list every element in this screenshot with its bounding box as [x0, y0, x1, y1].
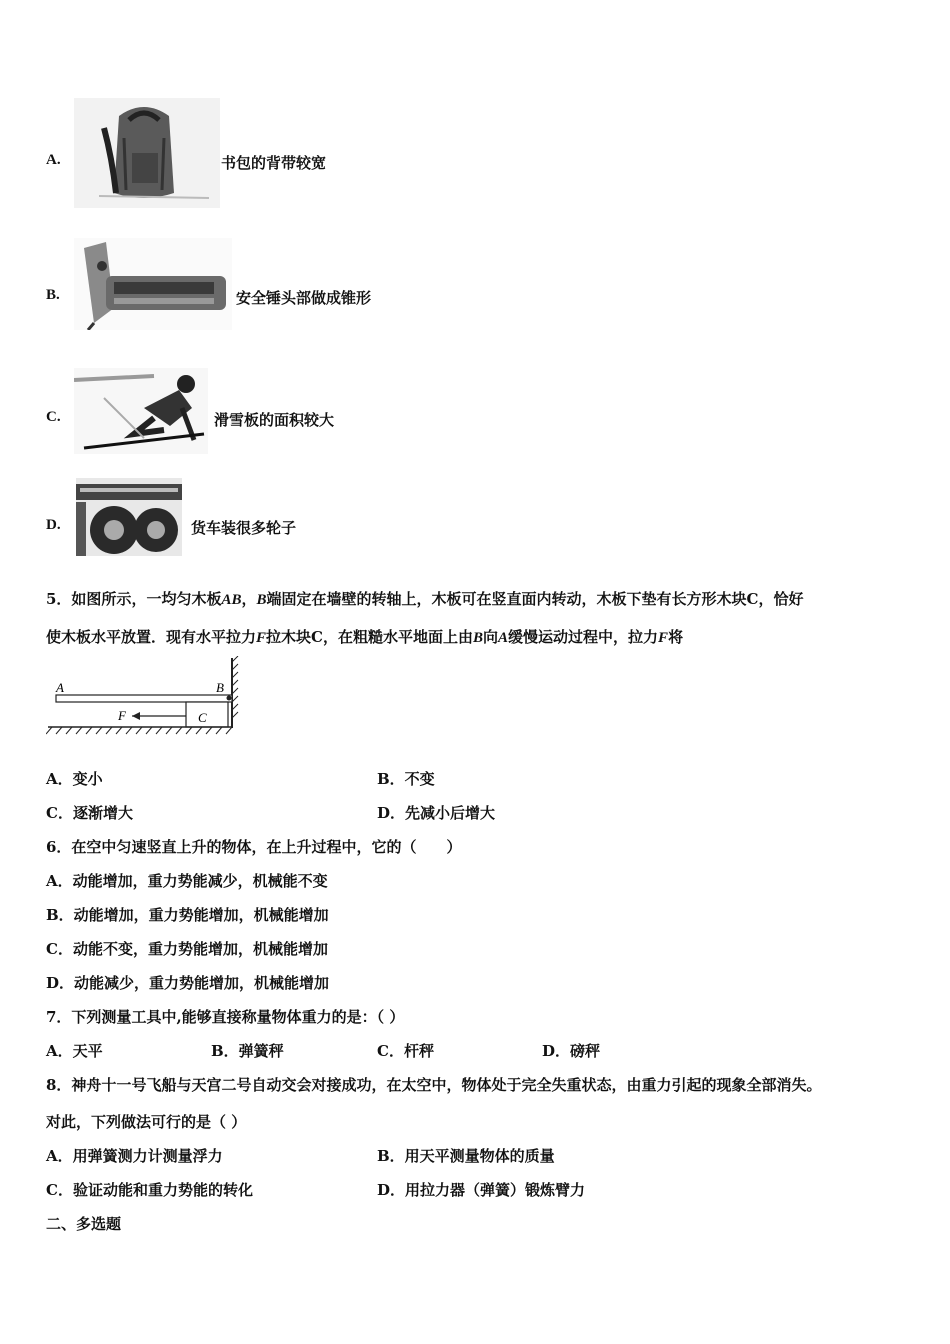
section-title: 二、多选题	[46, 1215, 122, 1233]
option-letter: A.	[46, 152, 61, 168]
q5-stem-line2: 使木板水平放置．现有水平拉力F拉木块C，在粗糙水平地面上由B向A缓慢运动过程中，拉力F将	[46, 628, 684, 646]
q5-option-d: D．先减小后增大	[377, 804, 496, 822]
option-text: 滑雪板的面积较大	[214, 411, 335, 429]
skier-image	[74, 368, 208, 454]
q6-stem: 6．在空中匀速竖直上升的物体，在上升过程中，它的（ ）	[46, 838, 462, 856]
q8-stem-line2: 对此，下列做法可行的是（ ）	[46, 1113, 247, 1131]
backpack-image	[74, 98, 220, 208]
diagram-label-a: A	[56, 680, 64, 695]
truck-wheels-image	[76, 478, 182, 556]
q7-option-d: D．磅秤	[542, 1042, 601, 1060]
option-text: 书包的背带较宽	[221, 154, 327, 172]
q6-option-b: B．动能增加，重力势能增加，机械能增加	[46, 906, 329, 924]
q6-option-c: C．动能不变，重力势能增加，机械能增加	[46, 940, 328, 958]
q7-option-a: A．天平	[46, 1042, 103, 1060]
q7-stem: 7．下列测量工具中,能够直接称量物体重力的是：（ ）	[46, 1008, 405, 1026]
q5-option-a: A．变小	[46, 770, 103, 788]
q8-option-a: A．用弹簧测力计测量浮力	[46, 1147, 223, 1165]
q5-option-c: C．逐渐增大	[46, 804, 133, 822]
q8-stem-line1: 8．神舟十一号飞船与天宫二号自动交会对接成功，在太空中，物体处于完全失重状态，由重力引起的现象全部消失。	[46, 1076, 822, 1094]
diagram-label-b: B	[216, 680, 224, 695]
safety-hammer-image	[74, 238, 232, 330]
option-letter: B.	[46, 287, 60, 303]
option-letter: D.	[46, 517, 61, 533]
option-text: 安全锤头部做成锥形	[236, 289, 372, 307]
q6-option-a: A．动能增加，重力势能减少，机械能不变	[46, 872, 328, 890]
q8-option-b: B．用天平测量物体的质量	[377, 1147, 555, 1165]
q8-option-d: D．用拉力器（弹簧）锻炼臂力	[377, 1181, 586, 1199]
q7-option-c: C．杆秤	[377, 1042, 434, 1060]
q5-lever-diagram	[46, 656, 242, 736]
q5-option-b: B．不变	[377, 770, 435, 788]
diagram-label-c: C	[198, 710, 207, 725]
q8-option-c: C．验证动能和重力势能的转化	[46, 1181, 253, 1199]
q7-option-b: B．弹簧秤	[211, 1042, 284, 1060]
q5-stem-line1: 5．如图所示，一均匀木板AB，B端固定在墙壁的转轴上，木板可在竖直面内转动，木板下垫有长方形木块C，恰好	[46, 590, 804, 608]
diagram-label-f: F	[118, 708, 126, 723]
q6-option-d: D．动能减少，重力势能增加，机械能增加	[46, 974, 330, 992]
option-text: 货车装很多轮子	[191, 519, 297, 537]
option-letter: C.	[46, 409, 61, 425]
